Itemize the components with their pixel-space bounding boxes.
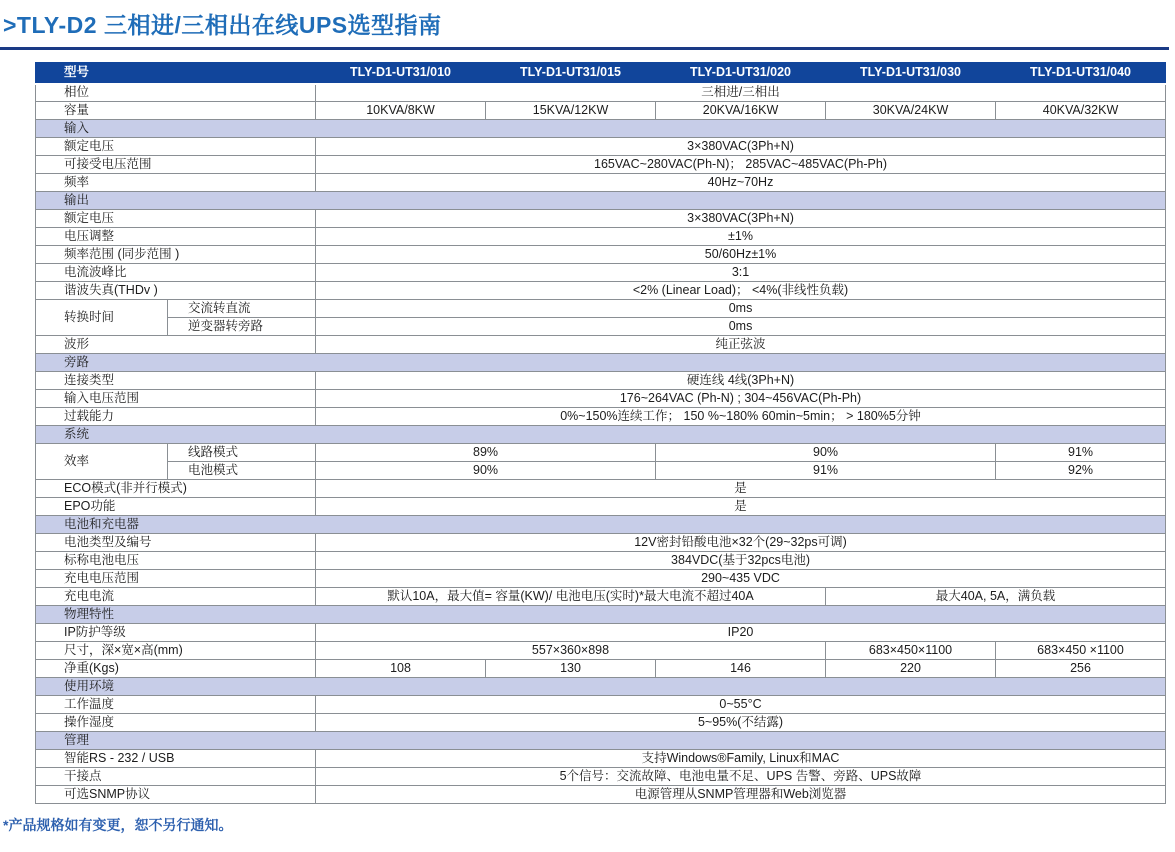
title-divider-rule	[0, 47, 1169, 50]
row-value: 3×380VAC(3Ph+N)	[316, 210, 1166, 228]
row-label: 频率范围 (同步范围 )	[36, 246, 316, 264]
row-label: 电流波峰比	[36, 264, 316, 282]
row-value: 0ms	[316, 300, 1166, 318]
row-label: 输入电压范围	[36, 390, 316, 408]
row-value: 683×450 ×1100	[996, 642, 1166, 660]
section-header: 系统	[36, 426, 1166, 444]
row-charge-current	[36, 588, 1166, 606]
row-label: 充电电流	[36, 588, 316, 606]
row-label: EPO功能	[36, 498, 316, 516]
row-label: 标称电池电压	[36, 552, 316, 570]
row-sublabel: 电池模式	[168, 462, 316, 480]
row-value: <2% (Linear Load)； <4%(非线性负载)	[316, 282, 1166, 300]
row-label: IP防护等级	[36, 624, 316, 642]
row-value: 默认10A，最大值= 容量(KW)/ 电池电压(实时)*最大电流不超过40A	[316, 588, 826, 606]
row-sublabel: 逆变器转旁路	[168, 318, 316, 336]
page-title: >TLY-D2 三相进/三相出在线UPS选型指南	[3, 12, 442, 38]
row-label: 可选SNMP协议	[36, 786, 316, 804]
row-label: 额定电压	[36, 210, 316, 228]
row-value: 5~95%(不结露)	[316, 714, 1166, 732]
model-column-header: TLY-D1-UT31/030	[826, 63, 996, 84]
row-output-rated-voltage	[36, 210, 1166, 228]
row-value: 电源管理从SNMP管理器和Web浏览器	[316, 786, 1166, 804]
row-value: 支持Windows®Family, Linux和MAC	[316, 750, 1166, 768]
row-charge-voltage-range	[36, 570, 1166, 588]
row-capacity	[36, 102, 1166, 120]
row-epo-function	[36, 498, 1166, 516]
row-value: 0ms	[316, 318, 1166, 336]
ups-spec-table	[35, 62, 1166, 804]
section-header: 使用环境	[36, 678, 1166, 696]
section-row-environment	[36, 678, 1166, 696]
row-label: 谐波失真(THDv )	[36, 282, 316, 300]
section-row-input	[36, 120, 1166, 138]
row-value: IP20	[316, 624, 1166, 642]
row-bypass-connection-type	[36, 372, 1166, 390]
row-value: 10KVA/8KW	[316, 102, 486, 120]
row-output-crest-factor	[36, 264, 1166, 282]
row-value: 是	[316, 498, 1166, 516]
row-label: 波形	[36, 336, 316, 354]
section-header: 旁路	[36, 354, 1166, 372]
row-sublabel: 线路模式	[168, 444, 316, 462]
row-battery-type	[36, 534, 1166, 552]
row-value: 纯正弦波	[316, 336, 1166, 354]
row-value: 91%	[996, 444, 1166, 462]
row-efficiency-battery-mode	[36, 462, 1166, 480]
row-value: 0~55°C	[316, 696, 1166, 714]
row-label: 过载能力	[36, 408, 316, 426]
row-label: 容量	[36, 102, 316, 120]
model-column-header: TLY-D1-UT31/020	[656, 63, 826, 84]
section-row-management	[36, 732, 1166, 750]
section-header: 输出	[36, 192, 1166, 210]
row-value: 40Hz~70Hz	[316, 174, 1166, 192]
row-value: 是	[316, 480, 1166, 498]
row-value: 220	[826, 660, 996, 678]
row-value: 12V密封铅酸电池×32个(29~32ps可调)	[316, 534, 1166, 552]
model-column-header: TLY-D1-UT31/010	[316, 63, 486, 84]
section-header: 物理特性	[36, 606, 1166, 624]
row-value: 硬连线 4线(3Ph+N)	[316, 372, 1166, 390]
row-value: 50/60Hz±1%	[316, 246, 1166, 264]
row-value: 三相进/三相出	[316, 84, 1166, 102]
row-snmp	[36, 786, 1166, 804]
row-transfer-time-inverter-bypass	[36, 318, 1166, 336]
row-value: 40KVA/32KW	[996, 102, 1166, 120]
row-weight	[36, 660, 1166, 678]
row-battery-nominal-voltage	[36, 552, 1166, 570]
row-value: 90%	[656, 444, 996, 462]
row-label: 电池类型及编号	[36, 534, 316, 552]
row-label: 干接点	[36, 768, 316, 786]
row-value: 108	[316, 660, 486, 678]
row-group-label: 转换时间	[36, 300, 168, 336]
row-value: 130	[486, 660, 656, 678]
row-label: 尺寸，深×宽×高(mm)	[36, 642, 316, 660]
model-header-row	[36, 63, 1166, 84]
row-transfer-time-ac-dc	[36, 300, 1166, 318]
row-label: 连接类型	[36, 372, 316, 390]
row-value: 30KVA/24KW	[826, 102, 996, 120]
row-rs232-usb	[36, 750, 1166, 768]
row-value: 15KVA/12KW	[486, 102, 656, 120]
row-value: 683×450×1100	[826, 642, 996, 660]
row-value: 91%	[656, 462, 996, 480]
row-value: 557×360×898	[316, 642, 826, 660]
row-value: 290~435 VDC	[316, 570, 1166, 588]
model-column-header: TLY-D1-UT31/015	[486, 63, 656, 84]
row-value: 146	[656, 660, 826, 678]
row-label: 操作湿度	[36, 714, 316, 732]
section-header: 输入	[36, 120, 1166, 138]
row-value: ±1%	[316, 228, 1166, 246]
row-value: 176~264VAC (Ph-N) ; 304~456VAC(Ph-Ph)	[316, 390, 1166, 408]
row-value: 最大40A, 5A，满负载	[826, 588, 1166, 606]
row-output-thd	[36, 282, 1166, 300]
section-header: 电池和充电器	[36, 516, 1166, 534]
row-value: 165VAC~280VAC(Ph-N)； 285VAC~485VAC(Ph-Ph)	[316, 156, 1166, 174]
section-row-battery	[36, 516, 1166, 534]
row-dimensions	[36, 642, 1166, 660]
row-value: 90%	[316, 462, 656, 480]
row-value: 92%	[996, 462, 1166, 480]
row-label: 电压调整	[36, 228, 316, 246]
row-value: 0%~150%连续工作； 150 %~180% 60min~5min； > 180%5分钟	[316, 408, 1166, 426]
row-group-label: 效率	[36, 444, 168, 480]
row-output-voltage-regulation	[36, 228, 1166, 246]
row-operating-humidity	[36, 714, 1166, 732]
row-label: 额定电压	[36, 138, 316, 156]
row-sublabel: 交流转直流	[168, 300, 316, 318]
row-label: 充电电压范围	[36, 570, 316, 588]
row-efficiency-line-mode	[36, 444, 1166, 462]
model-header-label: 型号	[36, 63, 316, 84]
row-output-frequency-range	[36, 246, 1166, 264]
section-row-output	[36, 192, 1166, 210]
row-input-rated-voltage	[36, 138, 1166, 156]
row-value: 3:1	[316, 264, 1166, 282]
row-eco-mode	[36, 480, 1166, 498]
row-label: 智能RS - 232 / USB	[36, 750, 316, 768]
row-bypass-input-voltage-range	[36, 390, 1166, 408]
section-row-physical	[36, 606, 1166, 624]
row-label: 净重(Kgs)	[36, 660, 316, 678]
row-value: 384VDC(基于32pcs电池)	[316, 552, 1166, 570]
row-label: 工作温度	[36, 696, 316, 714]
row-operating-temperature	[36, 696, 1166, 714]
section-row-system	[36, 426, 1166, 444]
spec-change-footnote: *产品规格如有变更，恕不另行通知。	[3, 817, 233, 833]
row-value: 20KVA/16KW	[656, 102, 826, 120]
row-input-voltage-range	[36, 156, 1166, 174]
row-dry-contact	[36, 768, 1166, 786]
row-label: 可接受电压范围	[36, 156, 316, 174]
row-input-frequency	[36, 174, 1166, 192]
section-header: 管理	[36, 732, 1166, 750]
row-value: 89%	[316, 444, 656, 462]
row-value: 3×380VAC(3Ph+N)	[316, 138, 1166, 156]
row-label: 频率	[36, 174, 316, 192]
row-ip-rating	[36, 624, 1166, 642]
row-phase	[36, 84, 1166, 102]
row-bypass-overload	[36, 408, 1166, 426]
row-label: ECO模式(非并行模式)	[36, 480, 316, 498]
row-label: 相位	[36, 84, 316, 102]
row-value: 256	[996, 660, 1166, 678]
row-output-waveform	[36, 336, 1166, 354]
section-row-bypass	[36, 354, 1166, 372]
row-value: 5个信号：交流故障、电池电量不足、UPS 告警、旁路、UPS故障	[316, 768, 1166, 786]
model-column-header: TLY-D1-UT31/040	[996, 63, 1166, 84]
